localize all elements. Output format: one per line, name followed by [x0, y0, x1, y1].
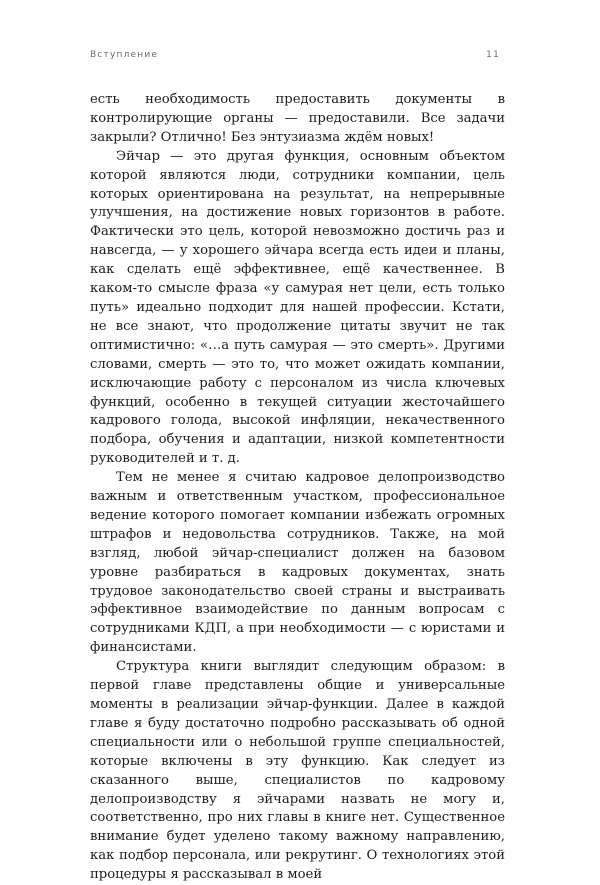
paragraph-3: Тем не менее я считаю кадровое делопроизводство важным и ответственным участком, профессиональное ведение которого помогает компании избежать огромных штрафов и недовольства сотрудников. Также, на мой взгляд, любой эйчар-специалист должен на базовом уровне разбираться в кадровых документах, знать трудовое законодательство своей страны и выстраивать эффективное взаимодействие по данным вопросам с сотрудниками КДП, а при необходимости — с юристами и финансистами. — [90, 470, 505, 656]
paragraph-1: есть необходимость предоставить документы в контролирующие органы — предоставили. Все задачи закрыли? Отлично! Без энтузиазма ждём новых! — [90, 92, 505, 145]
page-number: 11 — [486, 50, 500, 60]
paragraph-4: Структура книги выглядит следующим образом: в первой главе представлены общие и универсальные моменты в реализации эйчар-функции. Далее в каждой главе я буду достаточно подробно рассказывать об одной специальности или о небольшой группе специальностей, которые включены в эту функцию. Как следует из сказанного выше, специалистов по кадровому делопроизводству я эйчарами назвать не могу и, соответственно, про них главы в книге нет. Существенное внимание будет уделено такому важному направлению, как подбор персонала, или рекрутинг. О технологиях этой процедуры я рассказывал в моей — [90, 659, 505, 883]
running-header — [90, 50, 500, 66]
body-text — [90, 91, 505, 885]
paragraph-2: Эйчар — это другая функция, основным объектом которой являются люди, сотрудники компании, цель которых ориентирована на результат, на непрерывные улучшения, на достижение новых горизонтов в работе. Фактически это цель, которой невозможно достичь раз и навсегда, — у хорошего эйчара всегда есть идеи и планы, как сделать ещё эффективнее, ещё качественнее. В каком-то смысле фраза «у самурая нет цели, есть только путь» идеально подходит для нашей профессии. Кстати, не все знают, что продолжение цитаты звучит не так оптимистично: «…а путь самурая — это смерть». Другими словами, смерть — это то, что может ожидать компании, исключающие работу с персоналом из числа ключевых функций, особенно в текущей ситуации жесточайшего кадрового голода, высокой инфляции, некачественного подбора, обучения и адаптации, низкой компетентности руководителей и т. д. — [90, 148, 505, 467]
section-title: Вступление — [90, 50, 159, 60]
